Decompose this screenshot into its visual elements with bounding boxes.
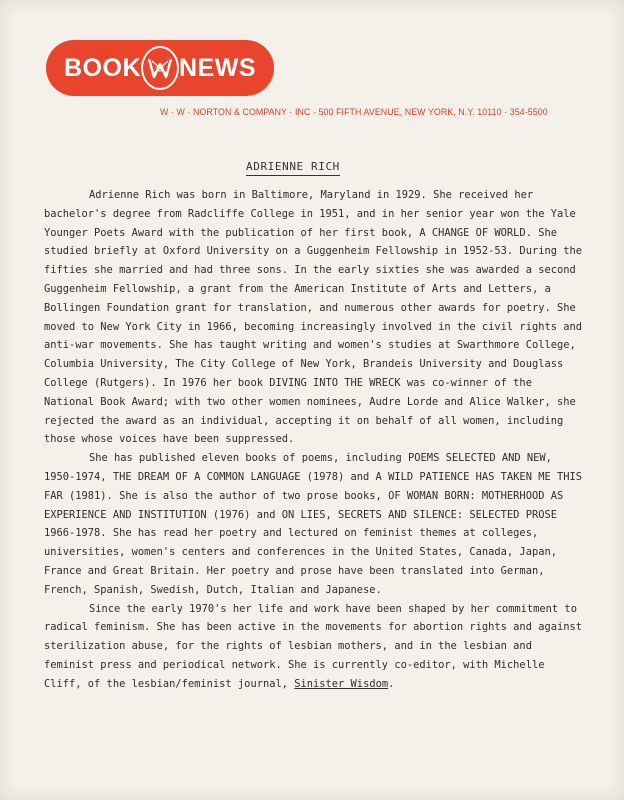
- book-news-logo: [46, 40, 274, 96]
- paragraph-2: She has published eleven books of poems, including POEMS SELECTED AND NEW, 1950-1974, THE DREAM OF A COMMON LANGUAGE (1978) and A WILD PATIENCE HAS TAKEN ME THIS FAR (1981). She is also the author of two prose books, OF WOMAN BORN: MOTHERHOOD AS EXPERIENCE AND INSTITUTION (1976) and ON LIES, SECRETS AND SILENCE: SELECTED PROSE 1966-1978. She has read her poetry and lectured on feminist themes at colleges, universities, women's centers and conferences in the United States, Canada, Japan, France and Great Britain. Her poetry and prose have been translated into German, French, Spanish, Swedish, Dutch, Italian and Japanese.: [44, 452, 582, 596]
- document-title: ADRIENNE RICH: [246, 160, 340, 176]
- paragraph-3: [44, 600, 584, 694]
- publisher-address: W · W · NORTON & COMPANY · INC · 500 FIFTH AVENUE, NEW YORK, N.Y. 10110 · 354-5500: [160, 107, 548, 117]
- logo-word-book: BOOK: [64, 53, 141, 82]
- final-period: .: [388, 677, 395, 690]
- paragraph-1: Adrienne Rich was born in Baltimore, Maryland in 1929. She received her bachelor's degree from Radcliffe College in 1951, and in her senior year won the Yale Younger Poets Award with the publication of her first book, A CHANGE OF WORLD. She studied briefly at Oxford University on a Guggenheim Fellowship in 1952-53. During the fifties she married and had three sons. In the early sixties she was awarded a second Guggenheim Fellowship, a grant from the American Institute of Arts and Letters, a Bollingen Foundation grant for translation, and numerous other awards for poetry. She moved to New York City in 1966, becoming increasingly involved in the civil rights and anti-war movements. She has taught writing and women's studies at Swarthmore College, Columbia University, The City College of New York, Brandeis University and Douglass College (Rutgers). In 1976 her book DIVING INTO THE WRECK was co-winner of the National Book Award; with two other women nominees, Audre Lorde and Alice Walker, she rejected the award as an individual, accepting it on behalf of all women, including those whose voices have been suppressed.: [44, 189, 582, 446]
- journal-title: Sinister Wisdom: [294, 677, 389, 690]
- paragraph-3-text: Since the early 1970's her life and work have been shaped by her commitment to radical feminism. She has been active in the movements for abortion rights and against sterilization abuse, for the rights of lesbian mothers, and in the lesbian and feminist press and periodical network. She is currently co-editor, with Michelle Cliff, of the lesbian/feminist journal,: [44, 602, 582, 690]
- logo-word-news: NEWS: [179, 53, 256, 82]
- document-body: [44, 186, 584, 694]
- norton-monogram-icon: [144, 52, 176, 84]
- norton-seal-icon: [141, 46, 179, 90]
